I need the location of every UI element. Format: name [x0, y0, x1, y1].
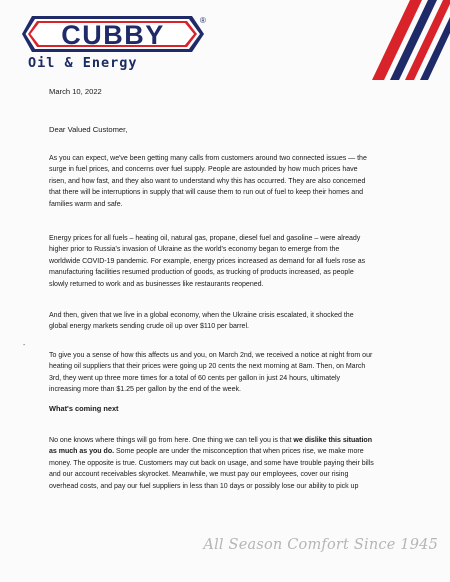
text-line: To give you a sense of how this affects us and you, on March 2nd, we received a notice at night from our — [49, 352, 373, 359]
stripes-graphic — [340, 0, 450, 80]
text-line: heating oil suppliers that their prices were going up 20 cents the next morning at 8am. Then, on March — [49, 363, 366, 371]
text-line: higher prior to Russia's invasion of Ukraine as the world's economy began to emerge from the — [49, 246, 340, 254]
text-line: slowly returned to work and as businesses like restaurants reopened. — [49, 280, 264, 288]
text-line — [49, 446, 401, 457]
text-line: global energy markets sending crude oil up over $110 per barrel. — [49, 323, 249, 331]
cubby-logo-graphic — [20, 14, 208, 54]
text-line: manufacturing facilities resumed production of goods, as trucking of products increased, as people — [49, 269, 354, 277]
text-line: increasing more than $1.25 per gallon by the end of the week. — [49, 386, 241, 394]
text-line — [49, 435, 401, 446]
text-line: money. The opposite is true. Customers may cut back on usage, and some have trouble paying their bills — [49, 459, 374, 467]
letter-date: March 10, 2022 — [49, 87, 102, 96]
margin-mark: - — [23, 342, 26, 349]
letter-salutation: Dear Valued Customer, — [49, 125, 128, 134]
text-line: that there will be interruptions in supply that will cause them to run out of fuel to keep their homes and — [49, 189, 363, 197]
text-line: overhead costs, and pay our fuel suppliers in less than 10 days or possibly lose our ability to pick up — [49, 482, 359, 490]
text-line: and our account receivables skyrocket. Meanwhile, we must pay our employees, cover our rising — [49, 471, 349, 479]
text-line: As you can expect, we've been getting many calls from customers around two connected issues — the — [49, 155, 367, 162]
text-line: And then, given that we live in a global economy, when the Ukraine crisis escalated, it shocked the — [49, 312, 354, 319]
emphasis-text: we dislike this situation — [293, 437, 373, 444]
logo-wordmark: CUBBY — [61, 20, 165, 50]
text-line: risen, and how fast, and they also want to understand why this has occurred. They are also concerned — [49, 177, 366, 185]
text-line: 3rd, they went up three more times for a total of 60 cents per gallon in just 24 hours, ultimately — [49, 374, 341, 382]
decorative-stripes — [340, 0, 450, 80]
text-run: No one knows where things will go from here. One thing we can tell you is that — [49, 437, 294, 444]
paragraph-global-economy — [49, 310, 401, 333]
paragraph-energy-prices — [49, 233, 401, 290]
text-run: Some people are under the misconception that when prices rise, we make more — [114, 448, 364, 456]
text-line: Energy prices for all fuels – heating oil, natural gas, propane, diesel fuel and gasoline – were already — [49, 235, 361, 242]
logo-tagline: Oil & Energy — [28, 55, 138, 71]
paragraph-fuel-surge — [49, 153, 401, 210]
cubby-logo — [20, 14, 208, 54]
registered-mark: ® — [200, 16, 206, 25]
text-line: worldwide COVID-19 pandemic. For example, energy prices increased as demand for all fuels rose as — [49, 257, 366, 265]
paragraph-whats-next — [49, 435, 401, 492]
text-line: families warm and safe. — [49, 200, 123, 208]
text-line: surge in fuel prices, and concerns over fuel supply. People are astounded by how much prices have — [49, 166, 358, 174]
emphasis-text: as much as you do. — [49, 448, 115, 456]
paragraph-price-increase — [49, 350, 401, 396]
section-heading: What's coming next — [49, 404, 119, 413]
footer-slogan: All Season Comfort Since 1945 — [203, 537, 438, 553]
